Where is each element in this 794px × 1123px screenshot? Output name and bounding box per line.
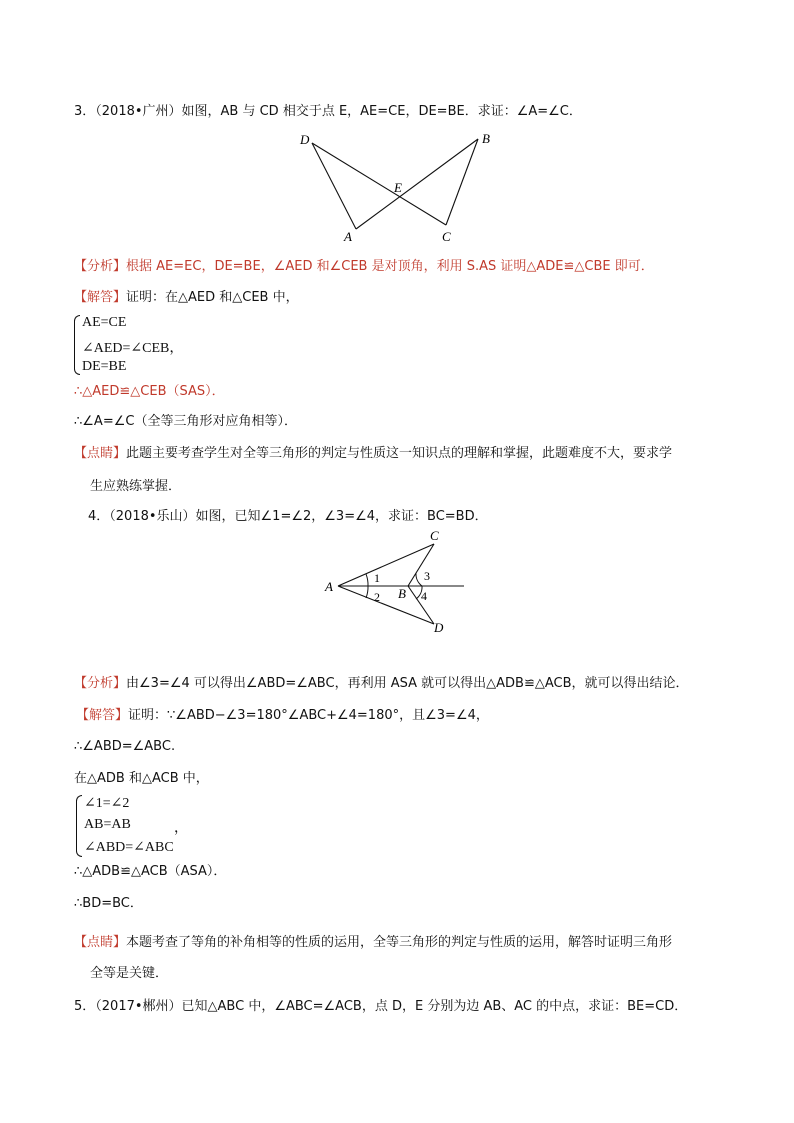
problem4-stem: 4．（2018•乐山）如图，已知∠1=∠2，∠3=∠4，求证：BC=BD． [88,509,488,524]
system-line: ∠AED=∠CEB， [82,341,184,356]
answer-tag: 【解答】 [76,708,129,723]
angle-1-arc [366,574,368,586]
conclusion: ∴BD=BC． [74,896,143,911]
answer-line: ∴∠ABD=∠ABC. [74,739,176,754]
conclusion: ∴△ADB≌△ACB（ASA）． [74,864,227,879]
conclusion: ∴△AED≌△CEB（SAS）． [74,384,225,399]
segment-AD [338,586,434,624]
system-line: DE=BE [82,359,127,374]
segment-AC [338,544,434,586]
problem3-analysis: 【分析】根据 AE=EC，DE=BE，∠AED 和∠CEB 是对顶角，利用 S.AS 证明△ADE≌△CBE 即可． [74,259,654,274]
segment-AB [356,139,478,229]
problem4-comment-cont: 全等是关键． [90,966,169,981]
segment-BC [446,139,478,225]
label-D: D [300,132,310,147]
problem3-comment: 【点睛】此题主要考查学生对全等三角形的判定与性质这一知识点的理解和掌握，此题难度不大，要求学 [74,446,673,461]
label-B: B [398,586,406,601]
label-C: C [442,229,451,244]
problem4-answer: 【解答】证明：∵∠ABD−∠3=180°∠ABC+∠4=180°，且∠3=∠4， [76,708,489,723]
comment-tag: 【点睛】 [74,935,127,950]
problem3-answer: 【解答】证明：在△AED 和△CEB 中， [74,290,299,305]
answer-tag: 【解答】 [74,290,127,305]
problem4-comment: 【点睛】本题考查了等角的补角相等的性质的运用，全等三角形的判定与性质的运用，解答时证明三角形 [74,935,673,950]
conclusion: ∴∠A=∠C（全等三角形对应角相等）． [74,414,297,429]
problem4-analysis: 【分析】由∠3=∠4 可以得出∠ABD=∠ABC，再利用 ASA 就可以得出△ADB≌△ACB，就可以得出结论． [74,676,689,691]
system-line: ∠1=∠2 [84,796,130,811]
label-3: 3 [424,569,430,583]
system-line: AE=CE [82,315,127,330]
answer-line: 在△ADB 和△ACB 中， [74,771,209,786]
brace [76,795,82,857]
problem4-figure [318,524,478,636]
comment-tag: 【点睛】 [74,446,127,461]
problem3-figure [290,125,510,245]
label-1: 1 [374,571,380,585]
angle-2-arc [366,586,368,598]
label-2: 2 [374,590,380,604]
label-C: C [430,528,439,543]
angle-3-arc [416,573,422,586]
brace [74,315,80,375]
label-A: A [325,579,333,594]
system-line: AB=AB [84,817,131,832]
label-A: A [344,229,352,244]
analysis-tag: 【分析】 [74,259,127,274]
problem3-comment-cont: 生应熟练掌握． [90,479,182,494]
problem3-stem: 3．（2018•广州）如图，AB 与 CD 相交于点 E，AE=CE，DE=BE．求证：∠A=∠C． [74,104,582,119]
label-E: E [394,180,402,195]
system-comma: ， [174,821,188,836]
problem5-stem: 5．（2017•郴州）已知△ABC 中，∠ABC=∠ACB，点 D，E 分别为边 AB、AC 的中点，求证：BE=CD． [74,999,688,1014]
label-D: D [434,620,444,635]
segment-BC [408,544,434,586]
analysis-tag: 【分析】 [74,676,127,691]
system-line: ∠ABD=∠ABC [84,840,174,855]
label-4: 4 [421,589,427,603]
label-B: B [482,131,490,146]
